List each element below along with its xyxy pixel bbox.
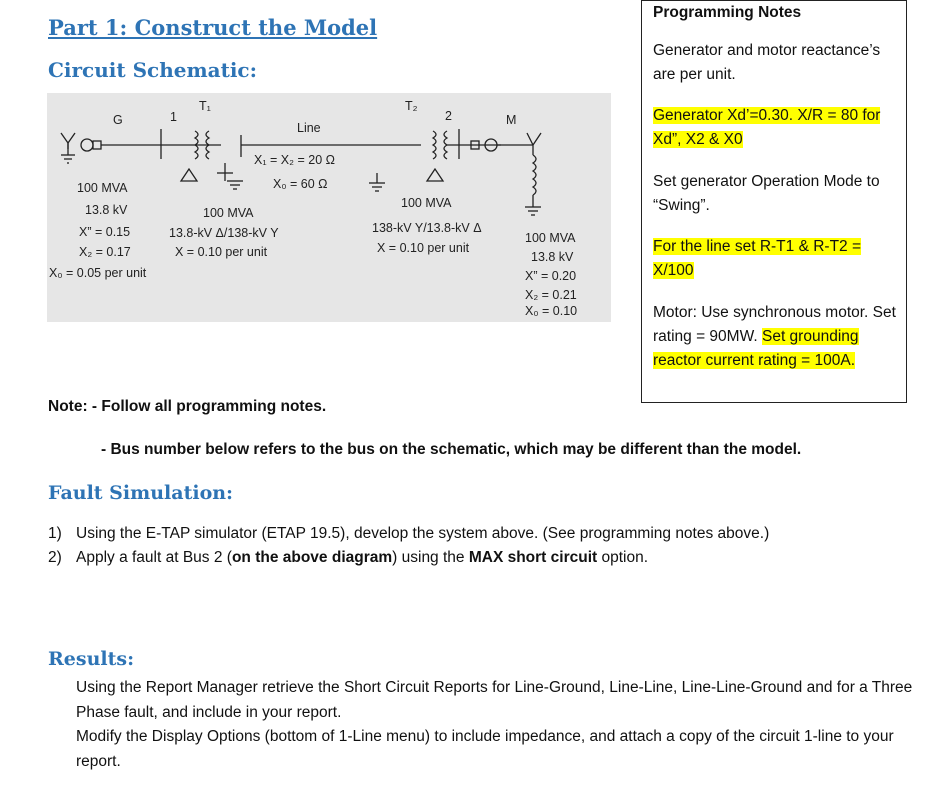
gen-mva: 100 MVA [77, 181, 128, 195]
gen-label: G [113, 113, 123, 127]
motor-kv: 13.8 kV [531, 250, 574, 264]
t2-mva: 100 MVA [401, 196, 452, 210]
fault-heading: Fault Simulation: [48, 482, 234, 504]
note-reactance: Generator and motor reactance’s are per unit. [653, 42, 881, 83]
t1-x: X = 0.10 per unit [175, 245, 268, 259]
t2-x: X = 0.10 per unit [377, 241, 470, 255]
note-generator-xd: Generator Xd’=0.30. X/R = 80 for Xd”, X2 & X0 [653, 107, 881, 148]
t2-label: T₂ [405, 99, 418, 113]
t1-mva: 100 MVA [203, 206, 254, 220]
programming-notes-box [641, 0, 907, 403]
motor-mva: 100 MVA [525, 231, 576, 245]
gen-xd: X” = 0.15 [79, 225, 131, 239]
schematic-heading: Circuit Schematic: [48, 58, 257, 82]
bus1-label: 1 [170, 110, 177, 124]
bus2-label: 2 [445, 109, 452, 123]
t1-label: T₁ [199, 99, 211, 113]
motor-label: M [506, 113, 517, 127]
line-label: Line [297, 121, 321, 135]
results-paragraph-1: Using the Report Manager retrieve the Short Circuit Reports for Line-Ground, Line-Line, Line-Line-Ground and for a Three Phase fault, and include in your report. [76, 679, 913, 721]
part-title: Part 1: Construct the Model [48, 15, 378, 40]
circuit-schematic [47, 93, 611, 322]
fault-step-1: 1) Using the E-TAP simulator (ETAP 19.5), develop the system above. (See programming notes above.) [48, 525, 770, 542]
line-x12: X₁ = X₂ = 20 Ω [254, 153, 335, 167]
programming-notes-title: Programming Notes [653, 4, 802, 21]
note-swing-mode: Set generator Operation Mode to “Swing”. [653, 173, 880, 214]
fault-step-2: 2) Apply a fault at Bus 2 (on the above diagram) using the MAX short circuit option. [48, 549, 649, 566]
motor-xd: X” = 0.20 [525, 269, 577, 283]
gen-kv: 13.8 kV [85, 203, 128, 217]
t1-ratio: 13.8-kV Δ/138-kV Y [169, 226, 279, 240]
gen-x0: X₀ = 0.05 per unit [49, 266, 147, 280]
motor-x0: X₀ = 0.10 [525, 304, 578, 318]
gen-x2: X₂ = 0.17 [79, 245, 131, 259]
t2-ratio: 138-kV Y/13.8-kV Δ [372, 221, 482, 235]
note-line-2: - Bus number below refers to the bus on the schematic, which may be different than the model. [101, 441, 802, 458]
note-line-resistance: For the line set R-T1 & R-T2 = X/100 [653, 238, 862, 279]
note-line-1: Note: - Follow all programming notes. [48, 398, 327, 415]
line-x0: X₀ = 60 Ω [273, 177, 328, 191]
results-paragraph-2: Modify the Display Options (bottom of 1-Line menu) to include impedance, and attach a copy of the circuit 1-line to your report. [76, 728, 894, 770]
results-heading: Results: [48, 648, 135, 670]
note-motor: Motor: Use synchronous motor. Set rating = 90MW. Set grounding reactor current rating = 100A. [653, 304, 896, 369]
motor-x2: X₂ = 0.21 [525, 288, 577, 302]
